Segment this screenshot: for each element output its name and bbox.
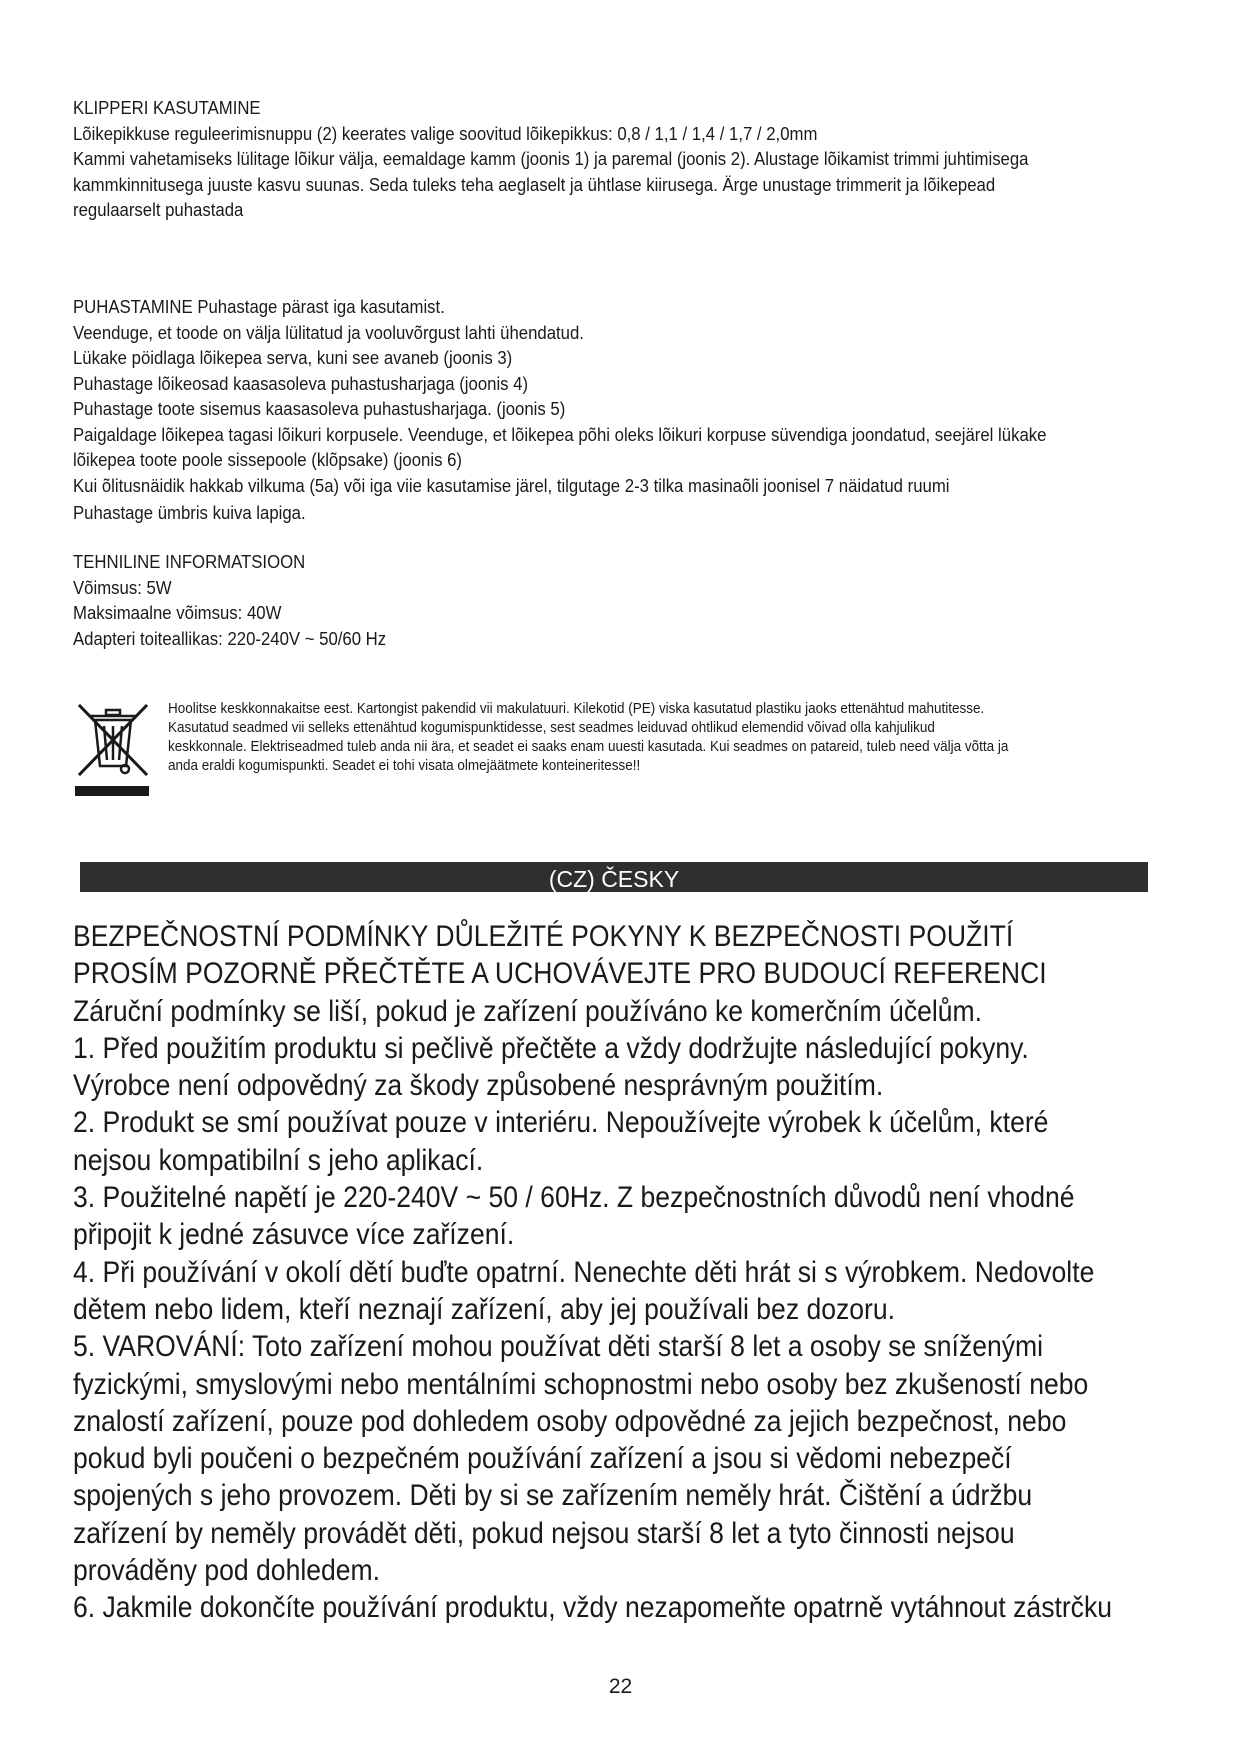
cleaning-text-line: Puhastage lõikeosad kaasasoleva puhastusharjaga (joonis 4): [73, 373, 529, 394]
clipper-text-line: Lõikepikkuse reguleerimisnuppu (2) keerates valige soovitud lõikepikkus: 0,8 / 1,1 / 1,4 / 1,7 / 2,0mm: [73, 123, 818, 144]
safety-text-line: 1. Před použitím produktu si pečlivě přečtěte a vždy dodržujte následující pokyny.: [73, 1031, 1029, 1065]
safety-heading: BEZPEČNOSTNÍ PODMÍNKY DŮLEŽITÉ POKYNY K BEZPEČNOSTI POUŽITÍ: [73, 920, 1014, 953]
safety-text-line: připojit k jedné zásuvce více zařízení.: [73, 1218, 515, 1252]
cleaning-text-line: lõikepea toote poole sissepoole (klõpsake) (joonis 6): [73, 450, 462, 470]
tech-max-power: Maksimaalne võimsus: 40W: [73, 603, 282, 623]
safety-text-line: zařízení by neměly provádět děti, pokud nejsou starší 8 let a tyto činnosti nejsou: [73, 1516, 1015, 1550]
safety-text-line: pokud byli poučeni o bezpečném používání zařízení a jsou si vědomi nebezpečí: [73, 1442, 1012, 1476]
safety-text-line: prováděny pod dohledem.: [73, 1554, 381, 1588]
cleaning-text-line: Puhastage ümbris kuiva lapiga.: [73, 503, 306, 523]
cleaning-heading: PUHASTAMINE Puhastage pärast iga kasutamist.: [73, 297, 445, 317]
weee-notice: [73, 700, 1173, 800]
safety-text-line: spojených s jeho provozem. Děti by si se zařízením neměly hrát. Čištění a údržbu: [73, 1479, 1033, 1513]
cleaning-text-line: Veenduge, et toode on välja lülitatud ja vooluvõrgust lahti ühendatud.: [73, 322, 584, 343]
clipper-text-line: regulaarselt puhastada: [73, 200, 244, 220]
language-label: (CZ) ČESKY: [548, 866, 680, 892]
tech-adapter: Adapteri toiteallikas: 220-240V ~ 50/60 Hz: [73, 628, 387, 649]
safety-text-line: fyzickými, smyslovými nebo mentálními schopnostmi nebo osoby bez zkušeností nebo: [73, 1367, 1089, 1401]
safety-text-line: nejsou kompatibilní s jeho aplikací.: [73, 1143, 484, 1177]
clipper-usage-section: [73, 96, 1173, 224]
weee-text-line: keskkonnale. Elektriseadmed tuleb anda nii ära, et seadet ei saaks enam uuesti kasutada. Kui seadmes on patareid, tuleb need välja võtta ja: [168, 739, 1009, 755]
cleaning-text-line: Kui õlitusnäidik hakkab vilkuma (5a) või iga viie kasutamise järel, tilgutage 2-3 tilka masinaõli joonisel 7 näidatud ruumi: [73, 475, 950, 496]
weee-text-line: Hoolitse keskkonnakaitse eest. Kartongist pakendid vii makulatuuri. Kilekotid (PE) viska kasutatud plastiku jaoks ettenähtud mahutitesse.: [168, 701, 985, 717]
safety-subheading: PROSÍM POZORNĚ PŘEČTĚTE A UCHOVÁVEJTE PRO BUDOUCÍ REFERENCI: [73, 957, 1047, 991]
crossed-out-wheelie-bin-icon: [73, 700, 153, 800]
czech-safety-section: [73, 918, 1173, 1627]
technical-info-section: [73, 550, 1173, 652]
cleaning-text-line: Lükake pöidlaga lõikepea serva, kuni see avaneb (joonis 3): [73, 348, 513, 368]
cleaning-section: [73, 295, 1173, 527]
tech-power: Võimsus: 5W: [73, 577, 172, 598]
clipper-heading: KLIPPERI KASUTAMINE: [73, 98, 261, 118]
safety-text-line: 6. Jakmile dokončíte používání produktu, vždy nezapomeňte opatrně vytáhnout zástrčku: [73, 1591, 1113, 1625]
clipper-text-line: Kammi vahetamiseks lülitage lõikur välja, eemaldage kamm (joonis 1) ja paremal (joonis 2). Alustage lõikamist trimmi juhtimisega: [73, 149, 1029, 169]
weee-text: [168, 700, 1182, 776]
safety-text-line: znalostí zařízení, pouze pod dohledem osoby odpovědné za jejich bezpečnost, nebo: [73, 1404, 1067, 1438]
clipper-text-line: kammkinnitusega juuste kasvu suunas. Seda tuleks teha aeglaselt ja ühtlase kiirusega. Ärge unustage trimmerit ja lõikepead: [73, 174, 996, 195]
tech-heading: TEHNILINE INFORMATSIOON: [73, 552, 306, 572]
safety-text-line: 3. Použitelné napětí je 220-240V ~ 50 / 60Hz. Z bezpečnostních důvodů není vhodné: [73, 1181, 1075, 1215]
safety-text-line: Výrobce není odpovědný za škody způsobené nesprávným použitím.: [73, 1069, 884, 1103]
weee-text-line: Kasutatud seadmed vii selleks ettenähtud kogumispunktidesse, sest seadmes leiduvad ohtlikud elemendid võivad olla kahjulikud: [168, 720, 935, 736]
cleaning-text-line: Puhastage toote sisemus kaasasoleva puhastusharjaga. (joonis 5): [73, 399, 566, 419]
safety-text-line: 5. VAROVÁNÍ: Toto zařízení mohou používat děti starší 8 let a osoby se sníženými: [73, 1330, 1044, 1364]
safety-text-line: 2. Produkt se smí používat pouze v interiéru. Nepoužívejte výrobek k účelům, které: [73, 1106, 1049, 1140]
safety-text-line: Záruční podmínky se liší, pokud je zařízení používáno ke komerčním účelům.: [73, 994, 983, 1028]
safety-text-line: dětem nebo lidem, kteří neznají zařízení, aby jej používali bez dozoru.: [73, 1292, 896, 1326]
language-section-bar: [80, 862, 1148, 892]
cleaning-text-line: Paigaldage lõikepea tagasi lõikuri korpusele. Veenduge, et lõikepea põhi oleks lõikuri korpuse süvendiga joondatud, seejärel lükake: [73, 424, 1047, 445]
page-number: 22: [608, 1675, 633, 1698]
safety-text-line: 4. Při používání v okolí dětí buďte opatrní. Nenechte děti hrát si s výrobkem. Nedovolte: [73, 1255, 1095, 1289]
weee-text-line: anda eraldi kogumispunkti. Seadet ei tohi visata olmejäätmete konteineritesse!!: [168, 758, 641, 774]
